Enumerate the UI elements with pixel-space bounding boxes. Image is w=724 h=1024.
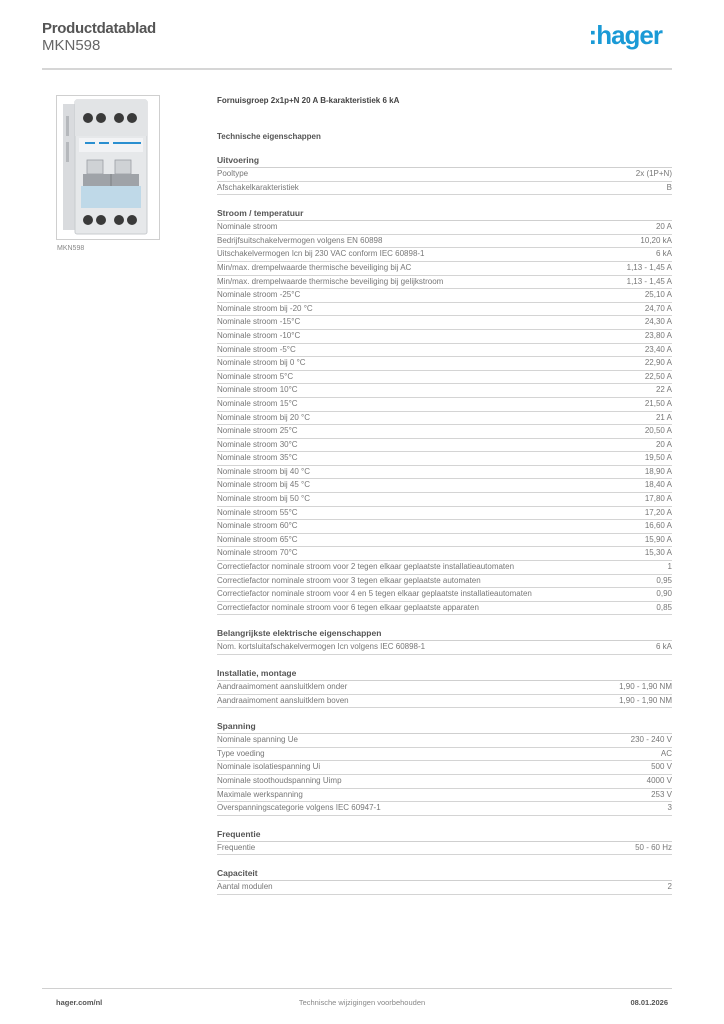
spec-row bbox=[217, 303, 672, 317]
section-heading: Frequentie bbox=[217, 829, 672, 842]
spec-row bbox=[217, 561, 672, 575]
spec-label: Nominale stroom bbox=[217, 222, 278, 232]
spec-row bbox=[217, 357, 672, 371]
spec-row bbox=[217, 344, 672, 358]
spec-label: Correctiefactor nominale stroom voor 3 tegen elkaar geplaatste automaten bbox=[217, 575, 481, 585]
spec-row bbox=[217, 289, 672, 303]
spec-row bbox=[217, 479, 672, 493]
spec-label: Correctiefactor nominale stroom voor 4 en 5 tegen elkaar geplaatste installatieautomaten bbox=[217, 589, 532, 599]
spec-row bbox=[217, 262, 672, 276]
spec-row bbox=[217, 534, 672, 548]
spec-label: Min/max. drempelwaarde thermische beveiliging bij AC bbox=[217, 262, 412, 272]
spec-row bbox=[217, 681, 672, 695]
spec-value: 17,80 A bbox=[644, 494, 672, 504]
spec-row bbox=[217, 602, 672, 616]
spec-value: 20 A bbox=[655, 439, 672, 449]
spec-row bbox=[217, 775, 672, 789]
spec-row bbox=[217, 520, 672, 534]
page-header bbox=[42, 20, 672, 54]
spec-label: Nominale stroom 70°C bbox=[217, 548, 298, 558]
spec-value: 19,50 A bbox=[644, 453, 672, 463]
spec-row bbox=[217, 398, 672, 412]
spec-value: 20 A bbox=[655, 222, 672, 232]
spec-label: Nominale spanning Ue bbox=[217, 735, 298, 745]
spec-label: Aandraaimoment aansluitklem onder bbox=[217, 682, 348, 691]
spec-value: 15,90 A bbox=[644, 534, 672, 544]
spec-value: 18,40 A bbox=[644, 480, 672, 490]
spec-section bbox=[217, 668, 672, 708]
spec-value: 21,50 A bbox=[644, 398, 672, 408]
spec-value: 22 A bbox=[655, 385, 672, 395]
spec-value: 1,13 - 1,45 A bbox=[626, 262, 672, 272]
section-heading: Spanning bbox=[217, 721, 672, 734]
spec-label: Afschakelkarakteristiek bbox=[217, 182, 299, 192]
spec-row bbox=[217, 575, 672, 589]
spec-row bbox=[217, 547, 672, 561]
spec-value: 1,90 - 1,90 NM bbox=[619, 682, 672, 691]
spec-section bbox=[217, 721, 672, 816]
header-divider bbox=[42, 68, 672, 70]
spec-label: Nominale stoothoudspanning Uimp bbox=[217, 775, 342, 785]
spec-row bbox=[217, 842, 672, 856]
spec-row bbox=[217, 588, 672, 602]
hager-logo: :hager bbox=[588, 20, 662, 50]
spec-label: Nominale stroom bij 50 °C bbox=[217, 494, 311, 504]
spec-section bbox=[217, 208, 672, 615]
spec-row bbox=[217, 221, 672, 235]
spec-label: Nominale stroom bij -20 °C bbox=[217, 303, 313, 313]
spec-label: Nominale stroom -5°C bbox=[217, 344, 296, 354]
section-heading: Stroom / temperatuur bbox=[217, 208, 672, 221]
footer-website-link[interactable]: hager.com/nl bbox=[56, 998, 103, 1007]
spec-label: Type voeding bbox=[217, 748, 265, 758]
spec-row bbox=[217, 371, 672, 385]
spec-label: Uitschakelvermogen Icn bij 230 VAC conform IEC 60898-1 bbox=[217, 249, 425, 259]
spec-value: 2x (1P+N) bbox=[635, 169, 672, 178]
spec-row bbox=[217, 761, 672, 775]
spec-label: Nominale stroom 30°C bbox=[217, 439, 298, 449]
spec-value: 20,50 A bbox=[644, 426, 672, 436]
spec-row bbox=[217, 439, 672, 453]
spec-label: Nominale stroom bij 40 °C bbox=[217, 466, 311, 476]
spec-value: 500 V bbox=[651, 762, 672, 772]
spec-label: Nominale stroom bij 45 °C bbox=[217, 480, 311, 490]
spec-value: 1,90 - 1,90 NM bbox=[619, 695, 672, 705]
section-heading: Belangrijkste elektrische eigenschappen bbox=[217, 628, 672, 641]
spec-value: 50 - 60 Hz bbox=[635, 842, 672, 852]
spec-label: Pooltype bbox=[217, 169, 249, 178]
spec-content bbox=[217, 95, 672, 895]
spec-row bbox=[217, 695, 672, 709]
circuit-breaker-illustration bbox=[57, 96, 159, 239]
spec-label: Nominale stroom 25°C bbox=[217, 426, 298, 436]
spec-label: Nominale stroom -10°C bbox=[217, 330, 301, 340]
spec-label: Nominale stroom 55°C bbox=[217, 507, 298, 517]
spec-row bbox=[217, 168, 672, 182]
spec-label: Nominale stroom 35°C bbox=[217, 453, 298, 463]
section-heading: Uitvoering bbox=[217, 155, 672, 168]
spec-value: 6 kA bbox=[655, 642, 672, 652]
spec-label: Nom. kortsluitafschakelvermogen Icn volgens IEC 60898-1 bbox=[217, 642, 426, 652]
spec-label: Nominale stroom bij 20 °C bbox=[217, 412, 311, 422]
footer-divider bbox=[42, 988, 672, 989]
spec-section bbox=[217, 868, 672, 895]
spec-value: 3 bbox=[667, 803, 672, 813]
spec-row bbox=[217, 493, 672, 507]
spec-label: Nominale stroom 5°C bbox=[217, 371, 294, 381]
spec-value: 17,20 A bbox=[644, 507, 672, 517]
spec-value: 15,30 A bbox=[644, 548, 672, 558]
spec-value: 0,90 bbox=[656, 589, 672, 599]
spec-label: Nominale isolatiespanning Ui bbox=[217, 762, 321, 772]
spec-label: Nominale stroom 10°C bbox=[217, 385, 298, 395]
spec-row bbox=[217, 384, 672, 398]
spec-label: Correctiefactor nominale stroom voor 6 tegen elkaar geplaatste apparaten bbox=[217, 602, 479, 612]
technical-properties-title: Technische eigenschappen bbox=[217, 132, 321, 141]
spec-value: 6 kA bbox=[655, 249, 672, 259]
spec-label: Min/max. drempelwaarde thermische beveiliging bij gelijkstroom bbox=[217, 276, 444, 286]
spec-label: Aandraaimoment aansluitklem boven bbox=[217, 695, 349, 705]
spec-value: 25,10 A bbox=[644, 290, 672, 300]
spec-value: 21 A bbox=[655, 412, 672, 422]
spec-row bbox=[217, 507, 672, 521]
spec-value: 24,70 A bbox=[644, 303, 672, 313]
spec-label: Bedrijfsuitschakelvermogen volgens EN 60898 bbox=[217, 235, 383, 245]
spec-row bbox=[217, 452, 672, 466]
spec-row bbox=[217, 276, 672, 290]
spec-value: 24,30 A bbox=[644, 317, 672, 327]
spec-label: Maximale werkspanning bbox=[217, 789, 303, 799]
spec-row bbox=[217, 789, 672, 803]
spec-row bbox=[217, 641, 672, 655]
spec-value: 1 bbox=[667, 562, 672, 572]
spec-section bbox=[217, 155, 672, 195]
spec-value: 22,90 A bbox=[644, 358, 672, 368]
image-caption: MKN598 bbox=[57, 245, 85, 252]
section-heading: Capaciteit bbox=[217, 868, 672, 881]
spec-row bbox=[217, 425, 672, 439]
spec-value: 253 V bbox=[651, 789, 672, 799]
spec-label: Nominale stroom 65°C bbox=[217, 534, 298, 544]
spec-section bbox=[217, 829, 672, 856]
spec-value: 23,40 A bbox=[644, 344, 672, 354]
spec-label: Nominale stroom 60°C bbox=[217, 521, 298, 531]
spec-value: 1,13 - 1,45 A bbox=[626, 276, 672, 286]
footer-disclaimer: Technische wijzigingen voorbehouden bbox=[298, 998, 426, 1007]
product-image bbox=[56, 95, 160, 240]
spec-section bbox=[217, 628, 672, 655]
spec-row bbox=[217, 248, 672, 262]
spec-label: Aantal modulen bbox=[217, 882, 273, 892]
product-description: Fornuisgroep 2x1p+N 20 A B-karakteristiek 6 kA bbox=[217, 96, 400, 105]
spec-value: 23,80 A bbox=[644, 330, 672, 340]
spec-value: 2 bbox=[667, 882, 672, 892]
spec-value: AC bbox=[660, 748, 672, 758]
document-title: Productdatablad bbox=[42, 20, 156, 37]
spec-value: 10,20 kA bbox=[640, 235, 672, 245]
spec-row bbox=[217, 330, 672, 344]
spec-label: Nominale stroom -15°C bbox=[217, 317, 301, 327]
spec-value: 16,60 A bbox=[644, 521, 672, 531]
spec-row bbox=[217, 881, 672, 895]
spec-label: Overspanningscategorie volgens IEC 60947-1 bbox=[217, 803, 381, 813]
spec-value: 22,50 A bbox=[644, 371, 672, 381]
spec-row bbox=[217, 748, 672, 762]
spec-value: 18,90 A bbox=[644, 466, 672, 476]
spec-row bbox=[217, 466, 672, 480]
spec-value: 0,95 bbox=[656, 575, 672, 585]
spec-value: 4000 V bbox=[646, 775, 672, 785]
spec-value: B bbox=[666, 182, 672, 192]
spec-row bbox=[217, 235, 672, 249]
spec-label: Nominale stroom bij 0 °C bbox=[217, 358, 306, 368]
spec-row bbox=[217, 412, 672, 426]
spec-row bbox=[217, 734, 672, 748]
product-code: MKN598 bbox=[42, 37, 101, 54]
spec-value: 230 - 240 V bbox=[630, 735, 672, 745]
spec-row bbox=[217, 802, 672, 816]
spec-row bbox=[217, 316, 672, 330]
spec-label: Frequentie bbox=[217, 842, 256, 852]
spec-label: Correctiefactor nominale stroom voor 2 tegen elkaar geplaatste installatieautomaten bbox=[217, 562, 515, 572]
spec-value: 0,85 bbox=[656, 602, 672, 612]
footer-date: 08.01.2026 bbox=[630, 998, 668, 1007]
spec-label: Nominale stroom -25°C bbox=[217, 290, 301, 300]
spec-label: Nominale stroom 15°C bbox=[217, 398, 298, 408]
spec-sections bbox=[217, 155, 672, 895]
spec-row bbox=[217, 182, 672, 196]
section-heading: Installatie, montage bbox=[217, 668, 672, 681]
